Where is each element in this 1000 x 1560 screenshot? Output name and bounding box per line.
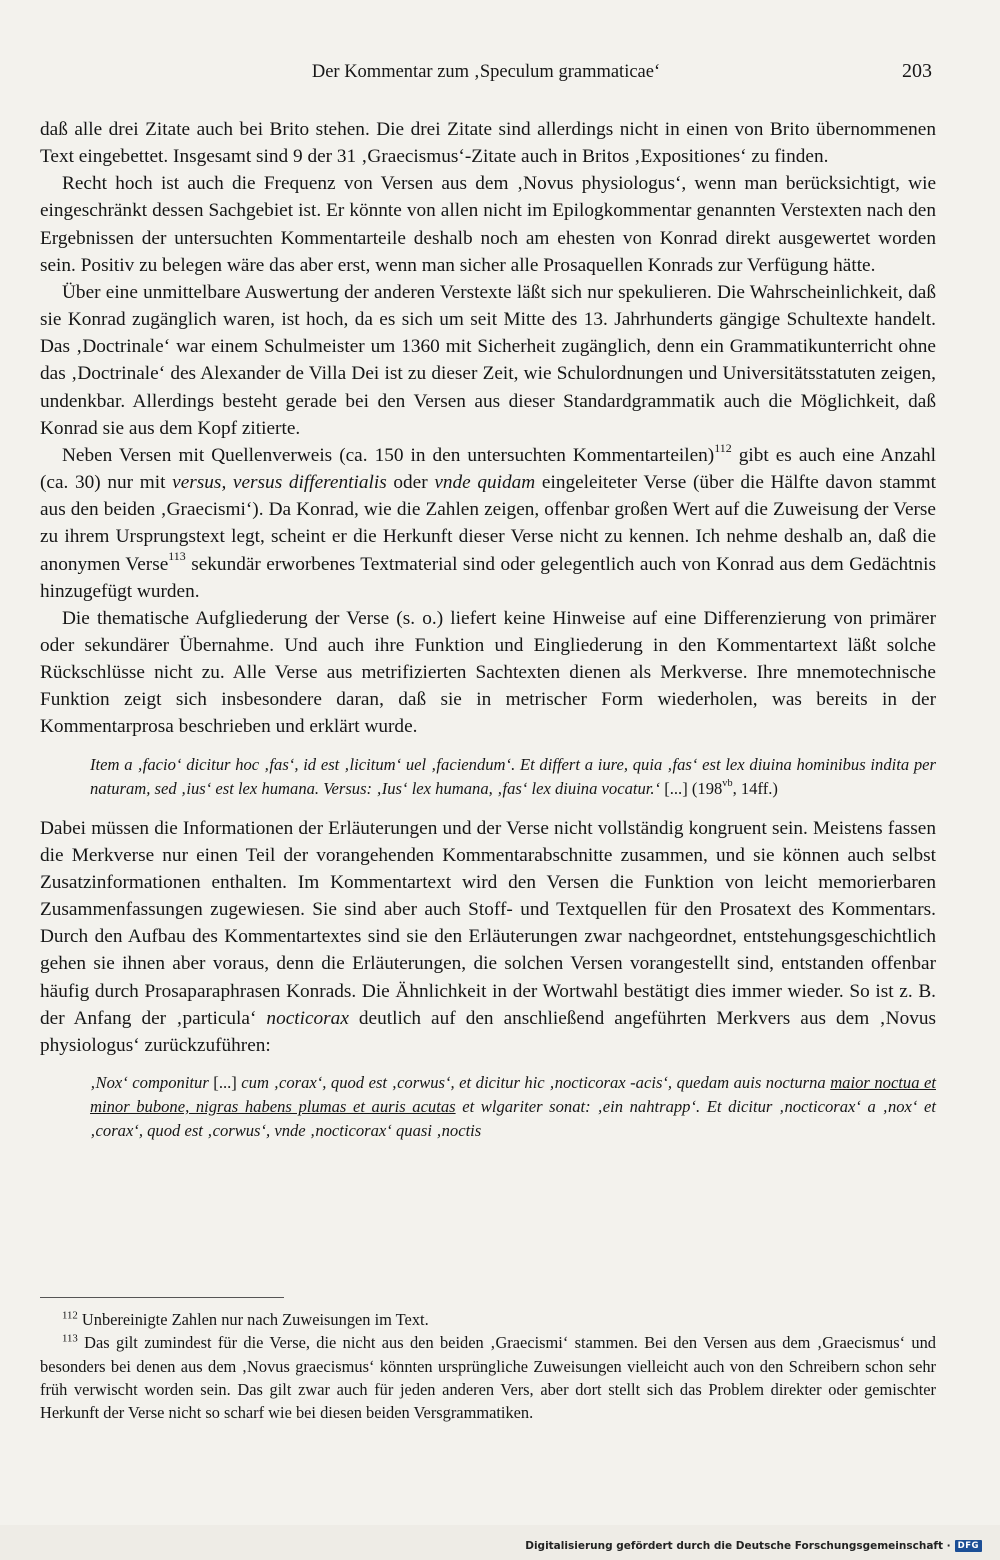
footnotes: [40, 1308, 936, 1424]
footnote-112-number: 112: [62, 1309, 78, 1322]
digitization-banner: [525, 1540, 982, 1552]
footnote-112-text: Unbereinigte Zahlen nur nach Zuweisungen im Text.: [77, 1310, 429, 1329]
paragraph-6-end-b: deutlich auf den anschließend angeführten Merkvers aus dem ‚Novus physiologus‘ zurückzuführen:: [40, 1007, 937, 1056]
paragraph-6-end-a: ‚particula‘: [176, 1007, 267, 1029]
quotation-1-reference-a: [...] (198: [660, 778, 723, 798]
footnote-112: [40, 1308, 936, 1331]
digitization-credit: Digitalisierung gefördert durch die Deutsche Forschungsgemeinschaft ·: [525, 1540, 951, 1552]
paragraph-6-text: Dabei müssen die Informationen der Erläuterungen und der Verse nicht vollständig kongruent sein. Meistens fassen die Merkverse nur einen Teil der vorangehenden Kommentarabschnitte zusammen, und sie können auch selbst Zusatzinformationen enthalten. Im Kommentartext wird den Versen die Funktion von leicht memorierbaren Zusammenfassungen zugewiesen. Sie sind aber auch Stoff- und Textquellen für den Prosatext des Kommentars. Durch den Aufbau des Kommentartextes sind sie den Erläuterungen zwar nachgeordnet, entstehungsgeschichtlich gehen sie ihnen aber voraus, denn die Erläuterungen, die solchen Versen vorangestellt sind, entstanden offenbar häufig durch Prosaparaphrasen Konrads. Die Ähnlichkeit in der Wortwahl bestätigt dies immer wieder. So ist z. B. der Anfang der: [40, 817, 936, 1029]
footnote-113-text: Das gilt zumindest für die Verse, die nicht aus den beiden ‚Graecismi‘ stammen. Bei den Versen aus dem ‚Graecismus‘ und besonders bei denen aus dem ‚Novus graecismus‘ könnten ursprüngliche Zuweisungen vielleicht auch von den Schreibern schon sehr früh verwischt worden sein. Das gilt zwar auch für jeden anderen Vers, aber dort stellt sich das Problem direkter oder gemischter Herkunft der Verse nicht so scharf wie bei diesen beiden Versgrammatiken.: [40, 1333, 936, 1423]
paragraph-4-text-a: Neben Versen mit Quellenverweis (ca. 150 in den untersuchten Kommentarteilen): [62, 444, 715, 466]
paragraph-4-text-e: sekundär erworbenes Textmaterial sind oder gelegentlich auch von Konrad aus dem Gedächtnis hinzugefügt wurden.: [40, 553, 936, 602]
latin-quotation-1: [40, 753, 936, 801]
dfg-logo: DFG: [955, 1540, 982, 1552]
quotation-2-text-c: cum ‚corax‘, quod est ‚corwus‘, et dicitur hic ‚nocticorax -acis‘, quedam auis nocturna: [241, 1073, 831, 1092]
paragraph-4: [40, 442, 936, 605]
paragraph-4-italic-2: vnde quidam: [434, 472, 536, 494]
quotation-1-reference-b: , 14ff.): [732, 778, 778, 798]
quotation-2-text-a: ‚Nox‘ componitur: [90, 1073, 209, 1092]
footnote-113-number: 113: [62, 1332, 78, 1345]
paragraph-3: Über eine unmittelbare Auswertung der anderen Verstexte läßt sich nur spekulieren. Die Wahrscheinlichkeit, daß sie Konrad zugänglich waren, ist hoch, da es sich um seit Mitte des 13. Jahrhunderts gängige Schultexte handelt. Das ‚Doctrinale‘ war einem Schulmeister um 1360 mit Sicherheit zugänglich, denn ein Grammatikunterricht ohne das ‚Doctrinale‘ des Alexander de Villa Dei ist zu dieser Zeit, wie Schulordnungen und Universitätsstatuten zeigen, undenkbar. Allerdings besteht gerade bei den Versen aus dieser Standardgrammatik auch die Möglichkeit, daß Konrad sie aus dem Kopf zitierte.: [40, 281, 936, 439]
quotation-1-text: Item a ‚facio‘ dicitur hoc ‚fas‘, id est ‚licitum‘ uel ‚faciendum‘. Et differt a iure, quia ‚fas‘ est lex diuina hominibus indita per naturam, sed ‚ius‘ est lex humana. Versus: ‚Ius‘ lex humana, ‚fas‘ lex diuina vocatur.‘: [90, 754, 936, 798]
paragraph-1: daß alle drei Zitate auch bei Brito stehen. Die drei Zitate sind allerdings nicht in einen von Brito übernommenen Text eingebettet. Insgesamt sind 9 der 31 ‚Graecismus‘-Zitate auch in Britos ‚Expositiones‘ zu finden.: [40, 119, 936, 168]
paragraph-5: Die thematische Aufgliederung der Verse (s. o.) liefert keine Hinweise auf eine Differenzierung von primärer oder sekundärer Übernahme. Und auch ihre Funktion und Eingliederung in den Kommentartext läßt solche Rückschlüsse nicht zu. Alle Verse aus metrifizierten Sachtexten dienen als Merkverse. Ihre mnemotechnische Funktion zeigt sich insbesondere daran, daß sie in metrischer Form wiederholen, was bereits in der Kommentarprosa beschrieben und erklärt wurde.: [40, 607, 936, 738]
body-text: [40, 116, 936, 1157]
footnote-113: [40, 1331, 936, 1424]
running-title: Der Kommentar zum ‚Speculum grammaticae‘: [311, 62, 661, 82]
paragraph-6: [40, 815, 936, 1059]
quotation-2-ellipsis: [...]: [208, 1073, 242, 1092]
quotation-2-text-d: et wlgariter sonat: ‚ein nahtrapp‘. Et dicitur ‚nocticorax‘ a ‚nox‘ et ‚corax‘, quod est ‚corwus‘, vnde ‚nocticorax‘ quasi ‚noctis: [90, 1097, 937, 1140]
paragraph-2: Recht hoch ist auch die Frequenz von Versen aus dem ‚Novus physiologus‘, wenn man berücksichtigt, wie eingeschränkt dessen Sachgebiet ist. Er könnte von allen nicht im Epilogkommentar genannten Verstexten nach den Ergebnissen der untersuchten Kommentarteile deshalb noch am ehesten von Konrad direkt ausgewertet worden sein. Positiv zu belegen wäre das aber erst, wenn man sicher alle Prosaquellen Konrads zur Verfügung hätte.: [40, 173, 936, 276]
footnote-separator: [40, 1297, 284, 1298]
page-number: 203: [902, 60, 932, 82]
paragraph-4-text-b: gibt es auch eine Anzahl (ca. 30) nur mit: [40, 444, 936, 494]
footnote-ref-113: 113: [168, 549, 186, 564]
quotation-2-underlined: maior noctua et minor bubone, nigras habens plumas et auris acutas: [90, 1073, 936, 1116]
paragraph-4-text-c: oder: [386, 472, 435, 494]
running-header: [40, 60, 932, 86]
latin-quotation-2: [40, 1071, 936, 1143]
paragraph-6-italic: nocticorax: [266, 1007, 349, 1029]
quotation-1-reference-sup: vb: [722, 777, 733, 789]
footnote-ref-112: 112: [714, 440, 732, 455]
paragraph-4-text-d: eingeleiteter Verse (über die Hälfte davon stammt aus den beiden ‚Graecismi‘). Da Konrad, wie die Zahlen zeigen, offenbar großen Wert auf die Zuweisung der Verse zu ihrem Ursprungstext legt, scheint er die Herkunft dieser Verse nicht zu kennen. Ich nehme deshalb an, daß die anonymen Verse: [40, 472, 936, 575]
paragraph-4-italic-1: versus, versus differentialis: [172, 472, 387, 494]
